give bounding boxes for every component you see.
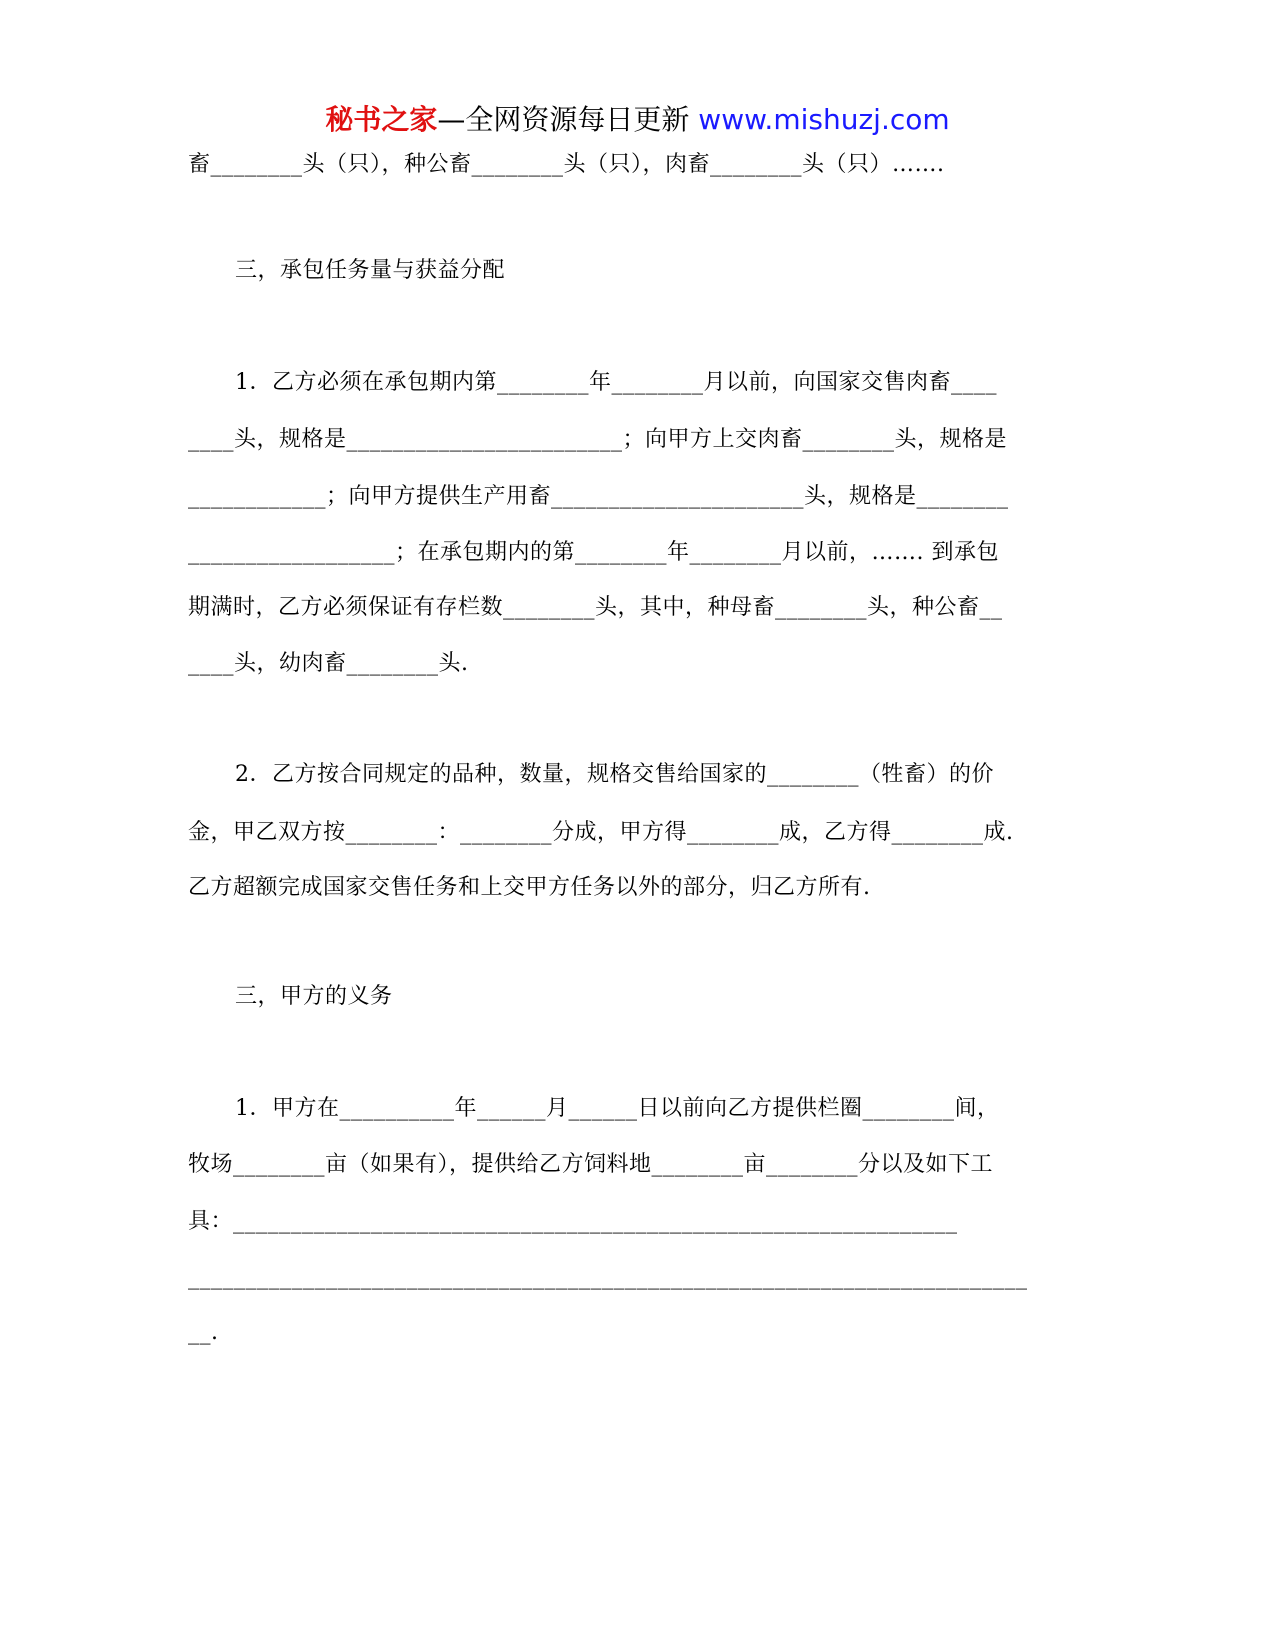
- clause-2-line-1: 2．乙方按合同规定的品种，数量，规格交售给国家的________（牲畜）的价: [235, 762, 994, 787]
- clause-1-line-4: __________________；在承包期内的第________年________月以前，……. 到承包: [188, 540, 999, 565]
- duty-1-line-5: __.: [188, 1320, 219, 1345]
- site-header: [0, 100, 1275, 140]
- clause-1-line-2: ____头，规格是________________________；向甲方上交肉畜________头，规格是: [188, 427, 1008, 452]
- clause-2-line-2: 金，甲乙双方按________：________分成，甲方得________成，乙方得________成.: [188, 820, 1014, 845]
- duty-1-line-2: 牧场________亩（如果有），提供给乙方饲料地________亩________分以及如下工: [188, 1152, 994, 1177]
- site-url-link[interactable]: www.mishuzj.com: [698, 103, 950, 136]
- clause-1-line-1: 1．乙方必须在承包期内第________年________月以前，向国家交售肉畜____: [235, 370, 997, 395]
- site-brand: 秘书之家: [325, 103, 438, 136]
- section-heading-party-a-duties: 三，甲方的义务: [235, 984, 393, 1009]
- section-heading-task-allocation: 三，承包任务量与获益分配: [235, 258, 506, 283]
- duty-1-line-3: 具：_______________________________________________________________: [188, 1209, 958, 1234]
- duty-1-line-4: _________________________________________________________________________: [188, 1265, 1028, 1290]
- duty-1-line-1: 1．甲方在__________年______月______日以前向乙方提供栏圈________间，: [235, 1096, 1000, 1121]
- site-slogan: —全网资源每日更新: [437, 103, 690, 136]
- clause-1-line-6: ____头，幼肉畜________头.: [188, 651, 469, 676]
- clause-2-line-3: 乙方超额完成国家交售任务和上交甲方任务以外的部分，归乙方所有.: [188, 875, 871, 900]
- clause-1-line-3: ____________；向甲方提供生产用畜______________________头，规格是________: [188, 484, 1009, 509]
- clause-1-line-5: 期满时，乙方必须保证有存栏数________头，其中，种母畜________头，种公畜__: [188, 595, 1003, 620]
- continuation-line: 畜________头（只），种公畜________头（只），肉畜________头（只）…….: [188, 152, 945, 177]
